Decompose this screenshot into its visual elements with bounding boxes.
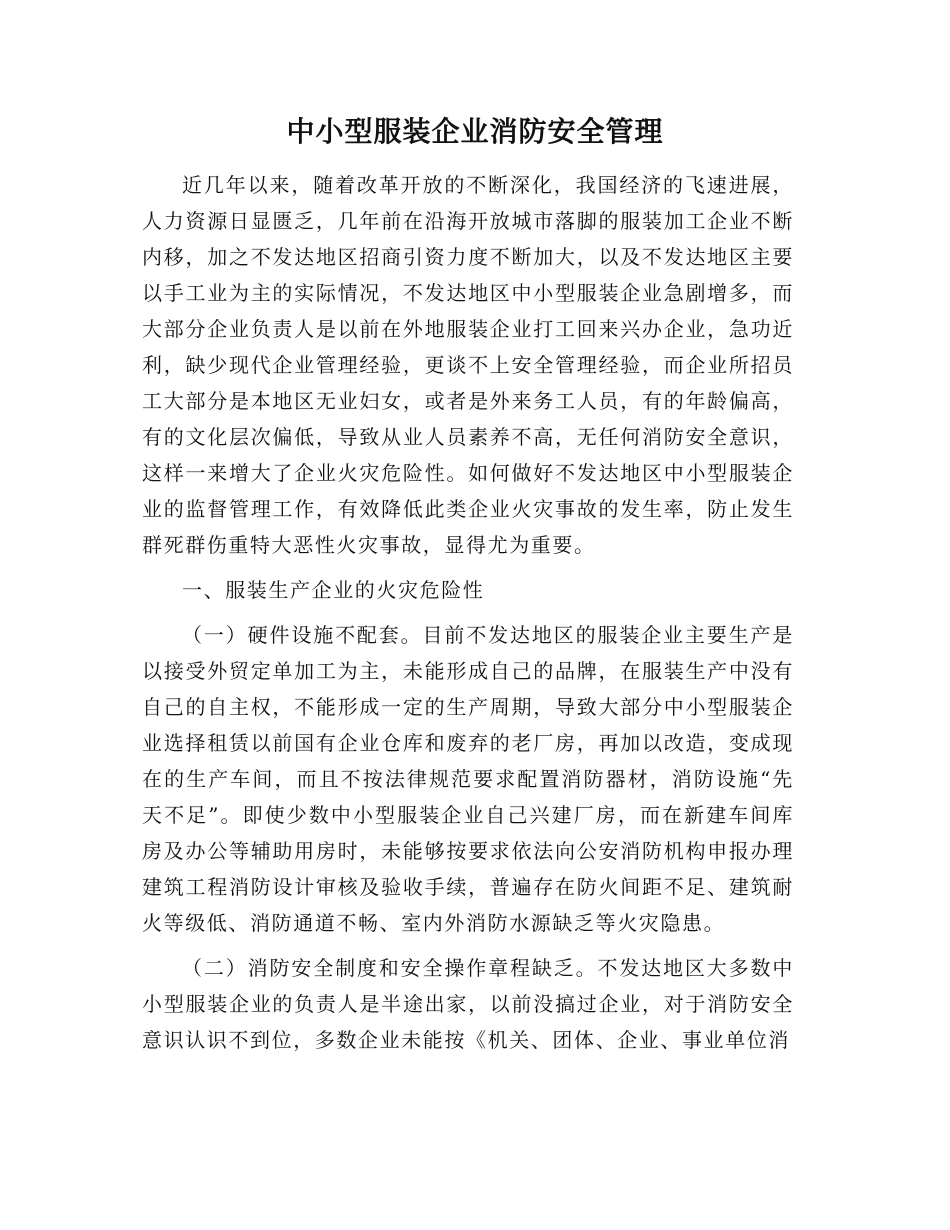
intro-paragraph: 近几年以来，随着改革开放的不断深化，我国经济的飞速进展，人力资源日显匮乏，几年前在沿海开放城市落脚的服装加工企业不断内移，加之不发达地区招商引资力度不断加大，以及不发达地区主要以手工业为主的实际情况，不发达地区中小型服装企业急剧增多，而大部分企业负责人是以前在外地服装企业打工回来兴办企业，急功近利，缺少现代企业管理经验，更谈不上安全管理经验，而企业所招员工大部分是本地区无业妇女，或者是外来务工人员，有的年龄偏高，有的文化层次偏低，导致从业人员素养不高，无任何消防安全意识，这样一来增大了企业火灾危险性。如何做好不发达地区中小型服装企业的监督管理工作，有效降低此类企业火灾事故的发生率，防止发生群死群伤重特大恶性火灾事故，显得尤为重要。: [142, 173, 794, 557]
section-heading: 一、服装生产企业的火灾危险性: [182, 578, 485, 602]
paragraph-hardware: （一）硬件设施不配套。目前不发达地区的服装企业主要生产是以接受外贸定单加工为主，未能形成自己的品牌，在服装生产中没有自己的自主权，不能形成一定的生产周期，导致大部分中小型服装企业选择租赁以前国有企业仓库和废弃的老厂房，再加以改造，变成现在的生产车间，而且不按法律规范要求配置消防器材，消防设施“先天不足”。即使少数中小型服装企业自己兴建厂房，而在新建车间库房及办公等辅助用房时，未能够按要求依法向公安消防机构申报办理建筑工程消防设计审核及验收手续，普遍存在防火间距不足、建筑耐火等级低、消防通道不畅、室内外消防水源缺乏等火灾隐患。: [142, 623, 794, 935]
paragraph-rules: （二）消防安全制度和安全操作章程缺乏。不发达地区大多数中小型服装企业的负责人是半途出家，以前没搞过企业，对于消防安全意识认识不到位，多数企业未能按《机关、团体、企业、事业单位消: [142, 956, 794, 1052]
document-title: 中小型服装企业消防安全管理: [286, 115, 664, 148]
document-body: [142, 167, 794, 1058]
